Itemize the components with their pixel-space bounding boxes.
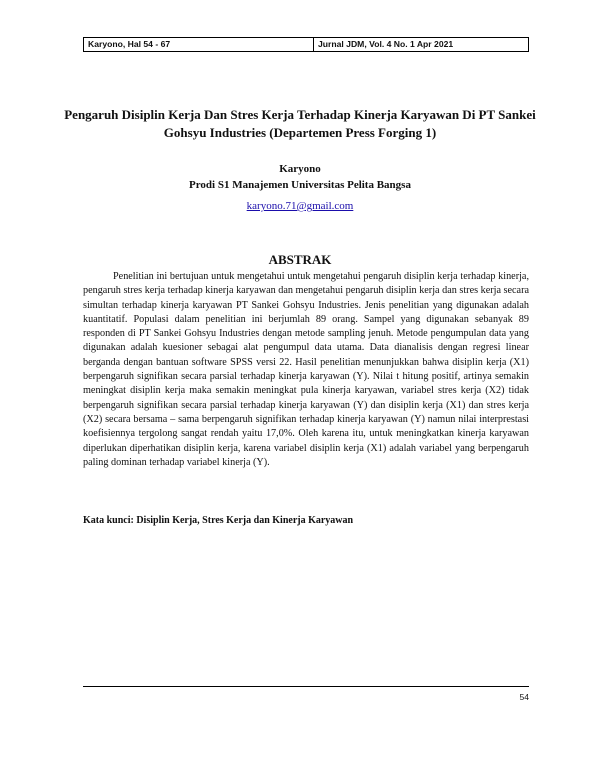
abstract-heading: ABSTRAK: [268, 252, 332, 267]
page-number: 54: [519, 692, 529, 702]
running-header: [83, 37, 529, 52]
keywords: Kata kunci: Disiplin Kerja, Stres Kerja dan Kinerja Karyawan: [83, 515, 354, 526]
header-journal-info: Jurnal JDM, Vol. 4 No. 1 Apr 2021: [318, 39, 454, 49]
paper-title: Pengaruh Disiplin Kerja Dan Stres Kerja Terhadap Kinerja Karyawan Di PT Sankei Gohsyu Industries (Departemen Press Forging 1): [64, 107, 536, 140]
author-affiliation: Prodi S1 Manajemen Universitas Pelita Bangsa: [189, 179, 411, 191]
header-author-pages: Karyono, Hal 54 - 67: [84, 38, 314, 51]
abstract-text: Penelitian ini bertujuan untuk mengetahui untuk mengetahui pengaruh disiplin kerja terhadap kinerja, pengaruh stres kerja terhadap kinerja karyawan dan mengetahui pengaruh disiplin kerja dan stres kerja secara simultan terhadap kinerja karyawan PT Sankei Gohsyu Industries. Jenis penelitian yang digunakan adalah kuantitatif. Populasi dalam penelitian ini berjumlah 89 orang. Sampel yang digunakan sebanyak 89 responden di PT Sankei Gohsyu Industries dengan metode sampling jenuh. Metode pengumpulan data yang digunakan adalah kuesioner sebagai alat pengumpul data utama. Data dianalisis dengan regresi linear berganda dengan bantuan software SPSS versi 22. Hasil penelitian menunjukkan bahwa disiplin kerja (X1) berpengaruh signifikan secara parsial terhadap kinerja karyawan (Y). Nilai t hitung positif, artinya semakin meningkat disiplin kerja maka semakin meningkat pula kinerja karyawan, variabel stres kerja (X2) tidak berpengaruh signifikan secara parsial terhadap kinerja karyawan (Y) dan disiplin kerja (X1) dan stres kerja (X2) secara bersama – sama berpengaruh signifikan terhadap kinerja karyawan (Y) namun nilai interprestasi koefisiennya tergolong sangat rendah yaitu 17,0%. Oleh karena itu, untuk meningkatkan kinerja karyawan diperlukan diperhatikan disiplin kerja, karena variabel disiplin kerja (X1) adalah variabel yang berpengaruh paling dominan terhadap variabel kinerja (Y).: [83, 271, 529, 468]
footer-divider: [83, 686, 529, 687]
author-name: Karyono: [279, 163, 321, 175]
author-email-link[interactable]: karyono.71@gmail.com: [246, 200, 354, 212]
